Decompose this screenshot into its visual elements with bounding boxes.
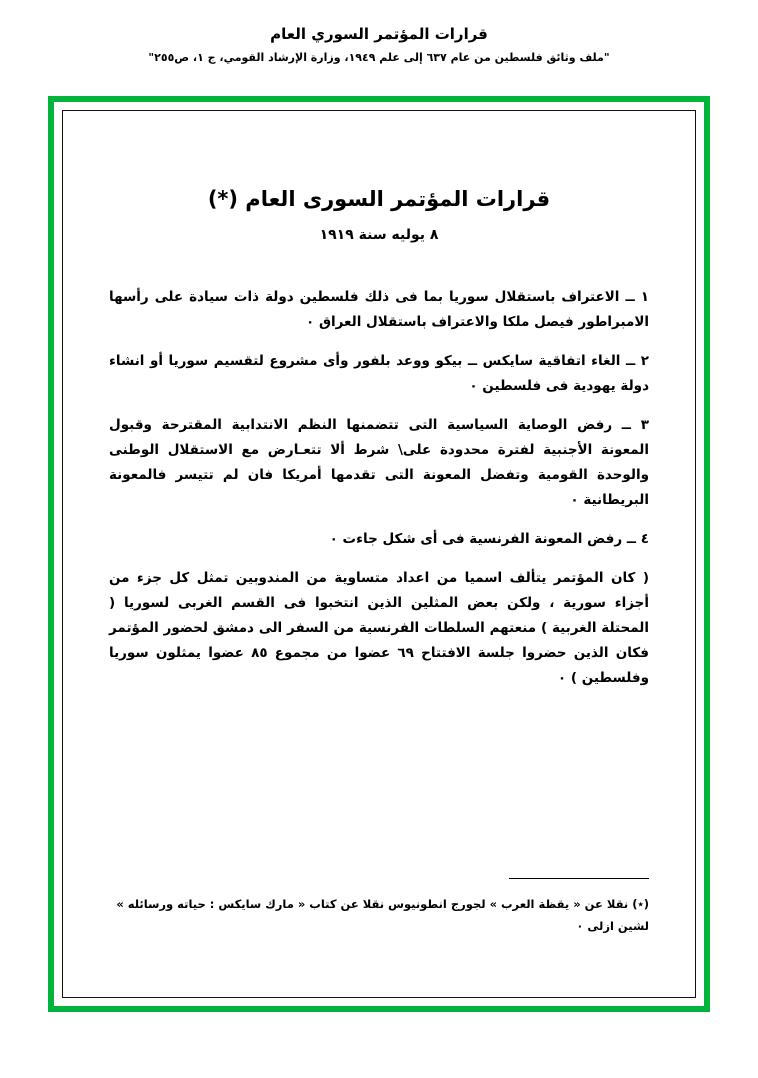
green-border-frame [48, 96, 710, 1012]
document-date: ٨ يوليه سنة ١٩١٩ [319, 227, 439, 243]
clause-parenthetical-note: ( كان المؤتمر يتألف اسميا من اعداد متساوية من المندوبين تمثل كل جزء من أجزاء سورية ، ولكن بعض المثلين الذين انتخبوا فى القسم الغربى لسوريا ( المحتلة الغربية ) منعتهم السلطات الفرنسية من السفر الى دمشق لحضور المؤتمر فكان الذين حضروا جلسة الافتتاح ٦٩ عضوا من مجموع ٨٥ عضوا يمثلون سوريا وفلسطين ) ٠ [109, 570, 649, 686]
document-content-area [62, 110, 696, 998]
clause-item: ٣ ــ رفض الوصاية السياسية التى تتضمنها النظم الانتدابية المقترحة وقبول المعونة الأجنبية لفترة محدودة على\ شرط ألا تتعـارض مع الاستقلال الوطنى والوحدة القومية وتفضل المعونة التى تقدمها أمريكا فان لم تتيسر فالمعونة البريطانية ٠ [109, 417, 649, 508]
document-header [0, 24, 758, 66]
clause-list [109, 285, 649, 691]
clause-item: ٢ ــ الغاء اتفاقية سايكس ــ بيكو ووعد بلفور وأى مشروع لتقسيم سوريا أو انشاء دولة يهودية فى فلسطين ٠ [109, 353, 649, 394]
footnote-text: (٭) نقلا عن « يقظة العرب » لجورج انطونيوس نقلا عن كتاب « مارك سايكس : حياته ورسائله » لشين ازلى ٠ [116, 897, 649, 933]
clause-item: ١ ــ الاعتراف باستقلال سوريا بما فى ذلك فلسطين دولة ذات سيادة على رأسها الامبراطور فيصل ملكا والاعتراف باستقلال العراق ٠ [109, 289, 649, 330]
page-title: قرارات المؤتمر السورى العام (*) [207, 187, 551, 211]
footnote-divider [509, 878, 649, 879]
header-title: قرارات المؤتمر السوري العام [270, 25, 488, 43]
header-source-citation: "ملف وثائق فلسطين من عام ٦٣٧ إلى علم ١٩٤٩، وزارة الإرشاد القومي، ج ١، ص٢٥٥" [148, 51, 610, 64]
clause-item: ٤ ــ رفض المعونة الفرنسية فى أى شكل جاءت ٠ [329, 531, 649, 547]
